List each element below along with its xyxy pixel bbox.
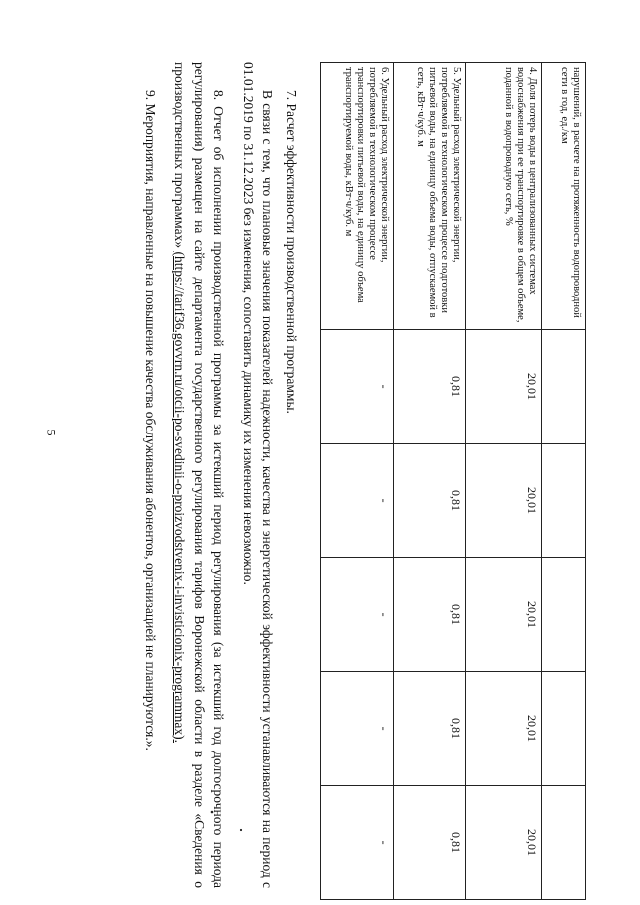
table-row [394, 63, 466, 900]
value-cell: 20,01 [466, 330, 542, 444]
section-7-text: В связи с тем, что плановые значения показателей надежности, качества и энергетической эффективности устанавливаются на период с 01.01.2019 по 31.12.2023 без изменения, сопоставить динамику их изменения невозможно. [241, 62, 276, 888]
value-cell [542, 558, 586, 672]
value-cell: - [321, 558, 394, 672]
value-cell: - [321, 672, 394, 786]
table-row [542, 63, 586, 900]
value-cell: 20,01 [466, 558, 542, 672]
value-cell: 0,81 [394, 672, 466, 786]
value-cell: - [321, 330, 394, 444]
section-8-text: 8. Отчет об исполнении производственной программы за истекший период регулирования (за истекший год долгосрочного периода регулирования) размещен на сайте департамента государственного регулирования тарифов Воронежской области в разделе «Сведения о производственных программах» [172, 62, 227, 888]
rotated-page-content [8, 62, 586, 902]
document-text [131, 62, 302, 888]
value-cell: 20,01 [466, 786, 542, 900]
table-row [466, 63, 542, 900]
indicator-name-cell: 5. Удельный расход электрической энергии, потребляемой в технологическом процессе подготовки питьевой воды, на единицу объема воды, отпускаемой в сеть, кВт·ч/куб. м [394, 63, 466, 330]
page-number: 5 [44, 429, 59, 436]
value-cell: - [321, 444, 394, 558]
indicators-table [320, 62, 586, 900]
value-cell [542, 444, 586, 558]
value-cell [542, 786, 586, 900]
value-cell: 0,81 [394, 444, 466, 558]
value-cell: 20,01 [466, 672, 542, 786]
value-cell: 20,01 [466, 444, 542, 558]
value-cell [542, 330, 586, 444]
value-cell: - [321, 786, 394, 900]
section-7-heading: 7. Расчет эффективности производственной программы. [284, 90, 299, 414]
section-8-paragraph [170, 62, 229, 888]
indicator-name-cell: нарушений, в расчете на протяженность водопроводной сети в год, ед./км [542, 63, 586, 330]
indicator-name-cell: 6. Удельный расход электрической энергии, потребляемой в технологическом процессе транспортировки питьевой воды, на единицу объема транспортируемой воды, кВт·ч/куб. м [321, 63, 394, 330]
section-8-link[interactable]: (https://tarif36.govvrn.ru/otcii-po-svedinii-o-proizvodstvenix-i-invisticionix-programmax). [172, 251, 188, 744]
value-cell [542, 672, 586, 786]
section-9-text: 9. Мероприятия, направленные на повышение качества обслуживания абонентов, организацией не планируются.». [143, 90, 158, 751]
indicator-name-cell: 4. Доля потерь воды в централизованных системах водоснабжения при ее транспортировке в общем объеме, поданной в водопроводную сеть, % [466, 63, 542, 330]
value-cell: 0,81 [394, 330, 466, 444]
value-cell: 0,81 [394, 786, 466, 900]
value-cell: 0,81 [394, 558, 466, 672]
table-row [321, 63, 394, 900]
